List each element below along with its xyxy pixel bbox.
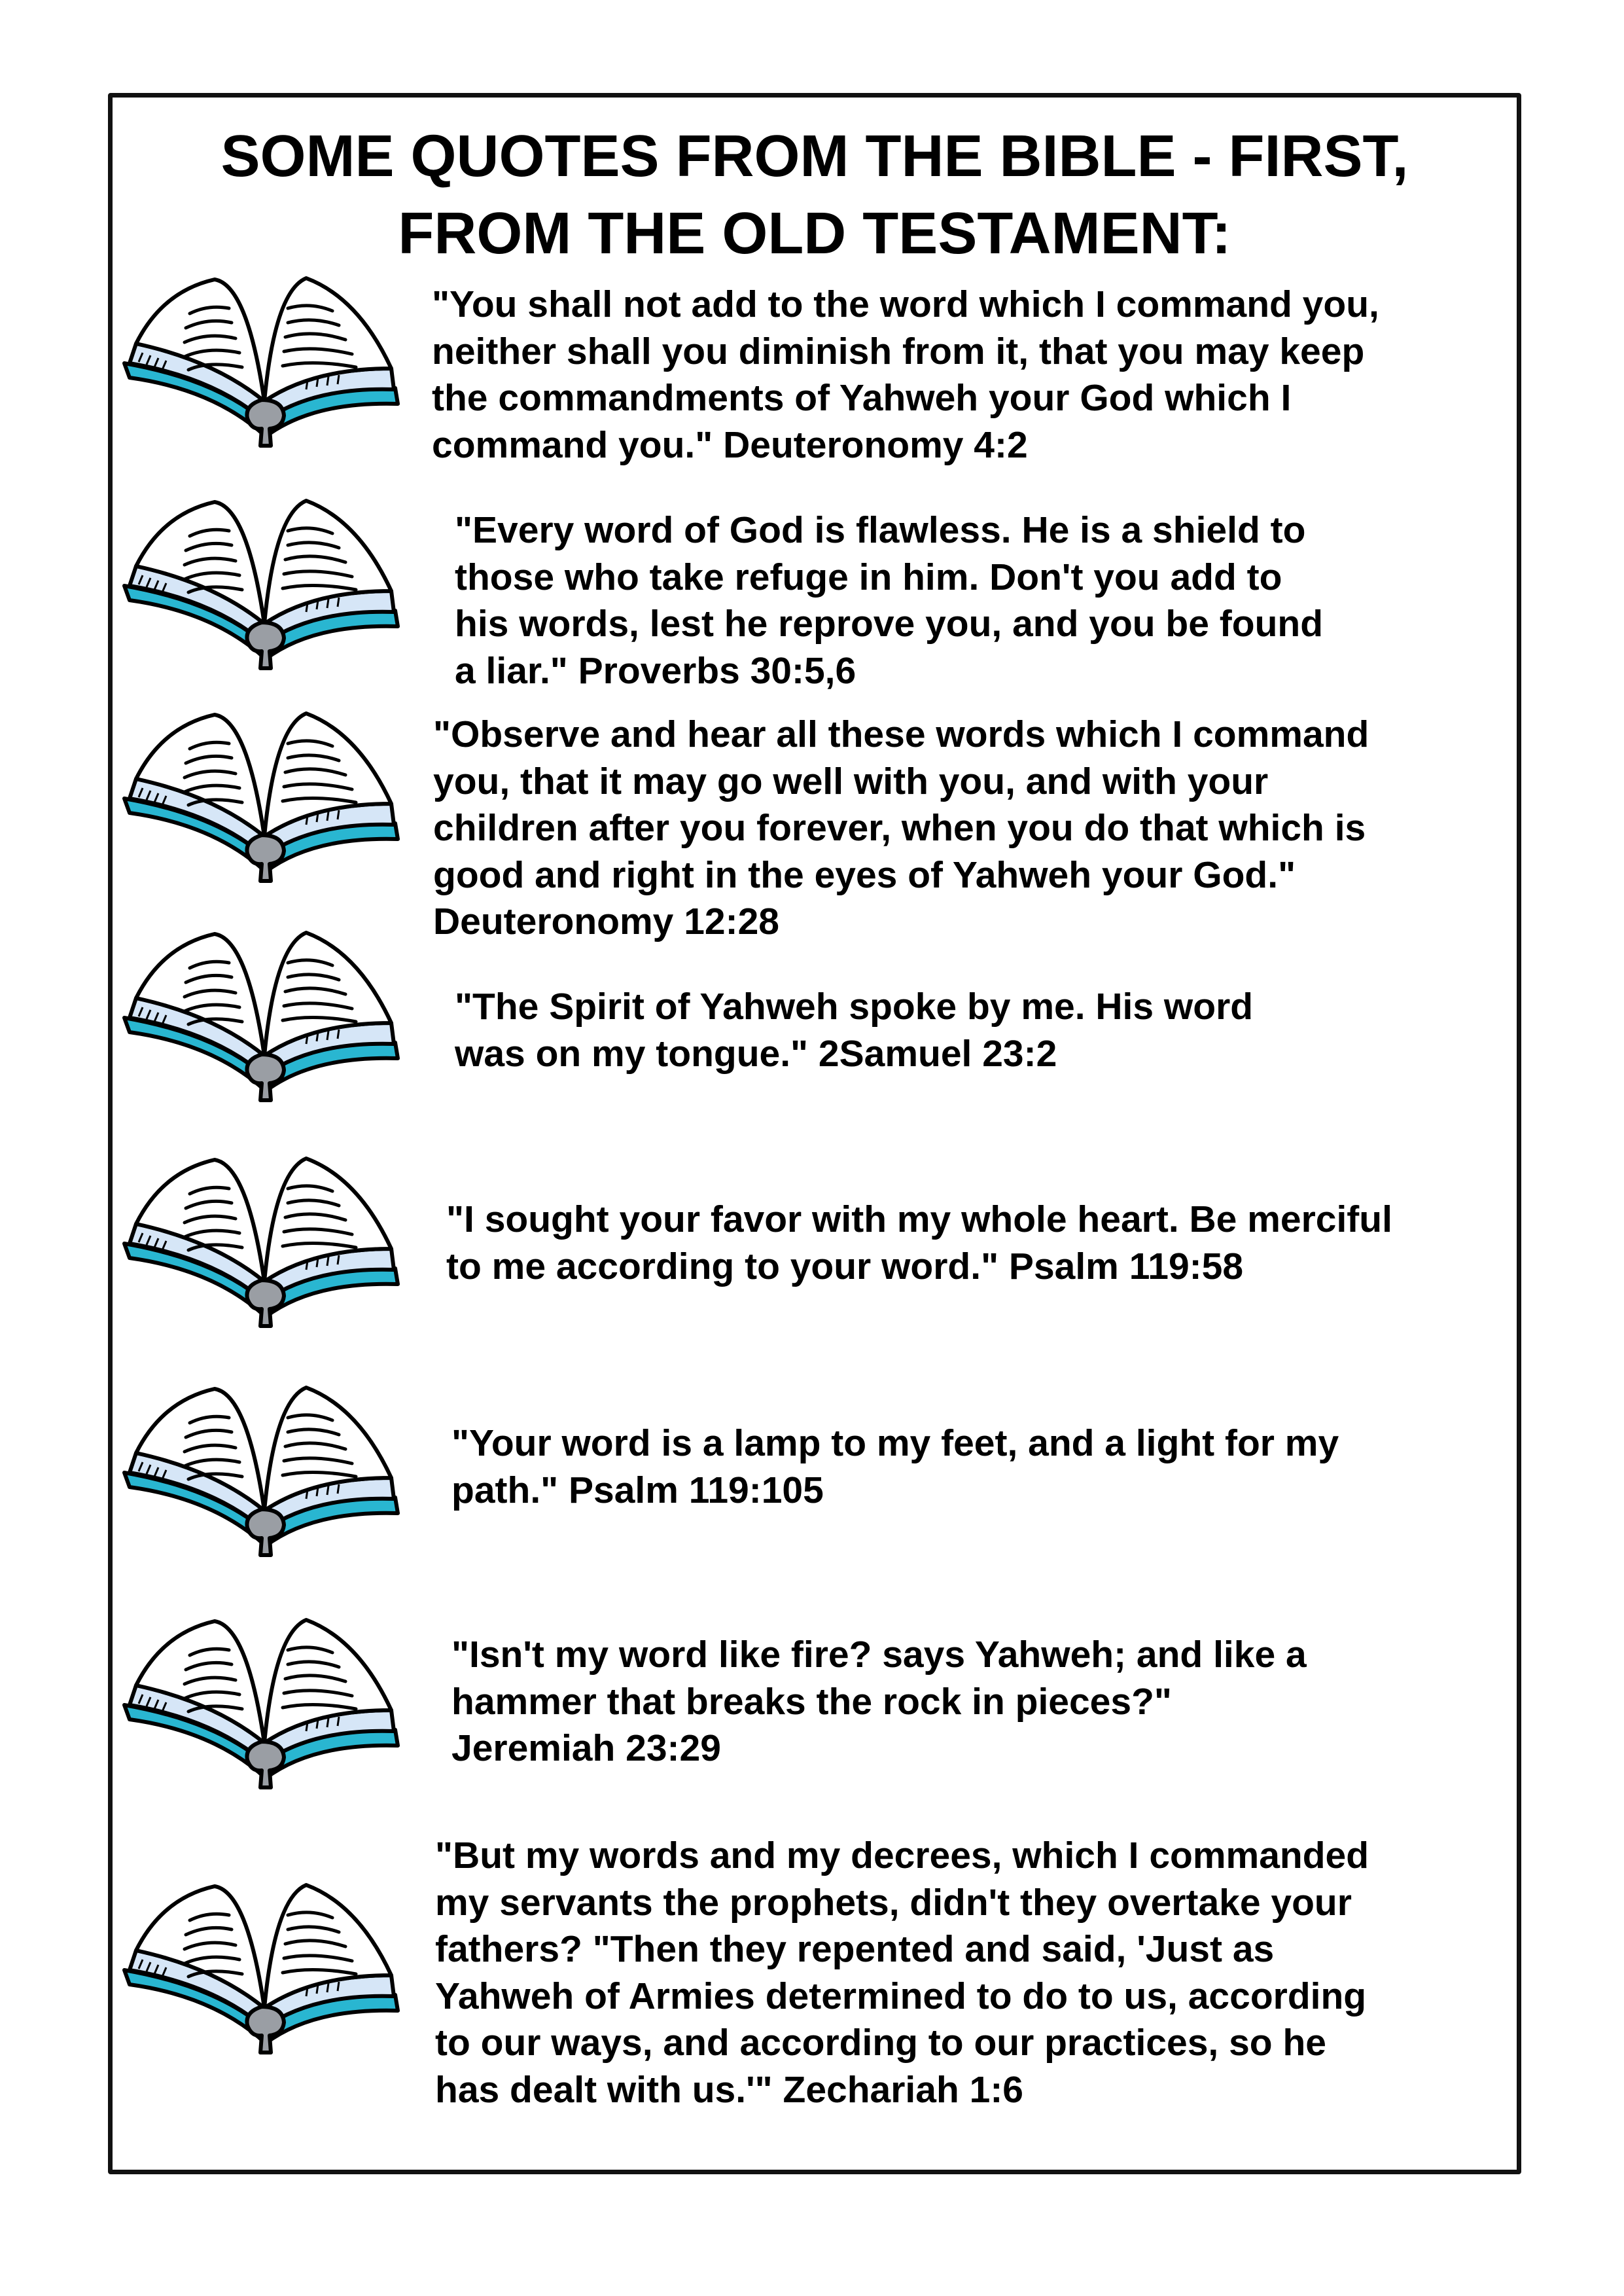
quote-3-line-1: "Observe and hear all these words which I command (433, 713, 1369, 755)
open-bible-icon (116, 1374, 404, 1571)
quote-8-line-4: Yahweh of Armies determined to do to us, according (435, 1975, 1367, 2017)
quote-3-line-4: good and right in the eyes of Yahweh your God." (433, 853, 1296, 896)
open-bible-icon (116, 920, 404, 1116)
quote-3-line-3: children after you forever, when you do that which is (433, 807, 1366, 849)
quote-8 (435, 1833, 1369, 2113)
quote-2-line-4: a liar." Proverbs 30:5,6 (455, 649, 856, 692)
quote-1-line-3: the commandments of Yahweh your God which I (432, 377, 1292, 419)
open-bible-icon (116, 1872, 404, 2068)
quote-7-line-1: "Isn't my word like fire? says Yahweh; and like a (451, 1634, 1307, 1676)
quote-3-line-2: you, that it may go well with you, and with your (433, 760, 1269, 802)
quote-1-line-4: command you." Deuteronomy 4:2 (432, 423, 1028, 466)
quote-8-line-5: to our ways, and according to our practices, so he (435, 2022, 1326, 2064)
page-title (108, 118, 1521, 272)
quote-2-line-1: "Every word of God is flawless. He is a shield to (455, 509, 1306, 551)
quote-2 (455, 507, 1323, 694)
title-line-1: SOME QUOTES FROM THE BIBLE - FIRST, (221, 124, 1409, 189)
quote-3 (433, 711, 1369, 946)
quote-5 (446, 1196, 1392, 1290)
open-bible-icon (116, 1607, 404, 1803)
quote-3-line-5: Deuteronomy 12:28 (433, 901, 780, 942)
quote-2-line-2: those who take refuge in him. Don't you add to (455, 556, 1282, 598)
quote-7 (451, 1632, 1307, 1772)
quote-8-line-3: fathers? "Then they repented and said, 'Just as (435, 1928, 1275, 1970)
quote-5-line-2: to me according to your word." Psalm 119:58 (446, 1245, 1244, 1287)
quote-6-line-1: "Your word is a lamp to my feet, and a light for my (451, 1422, 1339, 1464)
quote-4-line-2: was on my tongue." 2Samuel 23:2 (455, 1032, 1057, 1075)
quote-4 (455, 984, 1253, 1077)
quote-5-line-1: "I sought your favor with my whole heart. Be merciful (446, 1198, 1392, 1240)
title-line-2: FROM THE OLD TESTAMENT: (398, 201, 1231, 266)
quote-4-line-1: "The Spirit of Yahweh spoke by me. His word (455, 986, 1254, 1028)
open-bible-icon (116, 265, 404, 461)
quote-2-line-3: his words, lest he reprove you, and you be found (455, 603, 1324, 645)
open-bible-icon (116, 488, 404, 684)
quote-1 (432, 281, 1379, 469)
quote-1-line-2: neither shall you diminish from it, that you may keep (432, 330, 1365, 372)
quote-6 (451, 1420, 1339, 1514)
quote-7-line-2: hammer that breaks the rock in pieces?" (451, 1680, 1172, 1723)
open-bible-icon (116, 1145, 404, 1342)
open-bible-icon (116, 700, 404, 897)
quote-8-line-1: "But my words and my decrees, which I commanded (435, 1835, 1369, 1876)
quote-8-line-2: my servants the prophets, didn't they overtake your (435, 1881, 1352, 1924)
quote-6-line-2: path." Psalm 119:105 (451, 1469, 824, 1511)
quote-1-line-1: "You shall not add to the word which I command you, (432, 283, 1379, 325)
quote-7-line-3: Jeremiah 23:29 (451, 1727, 721, 1769)
quote-8-line-6: has dealt with us.'" Zechariah 1:6 (435, 2068, 1024, 2111)
